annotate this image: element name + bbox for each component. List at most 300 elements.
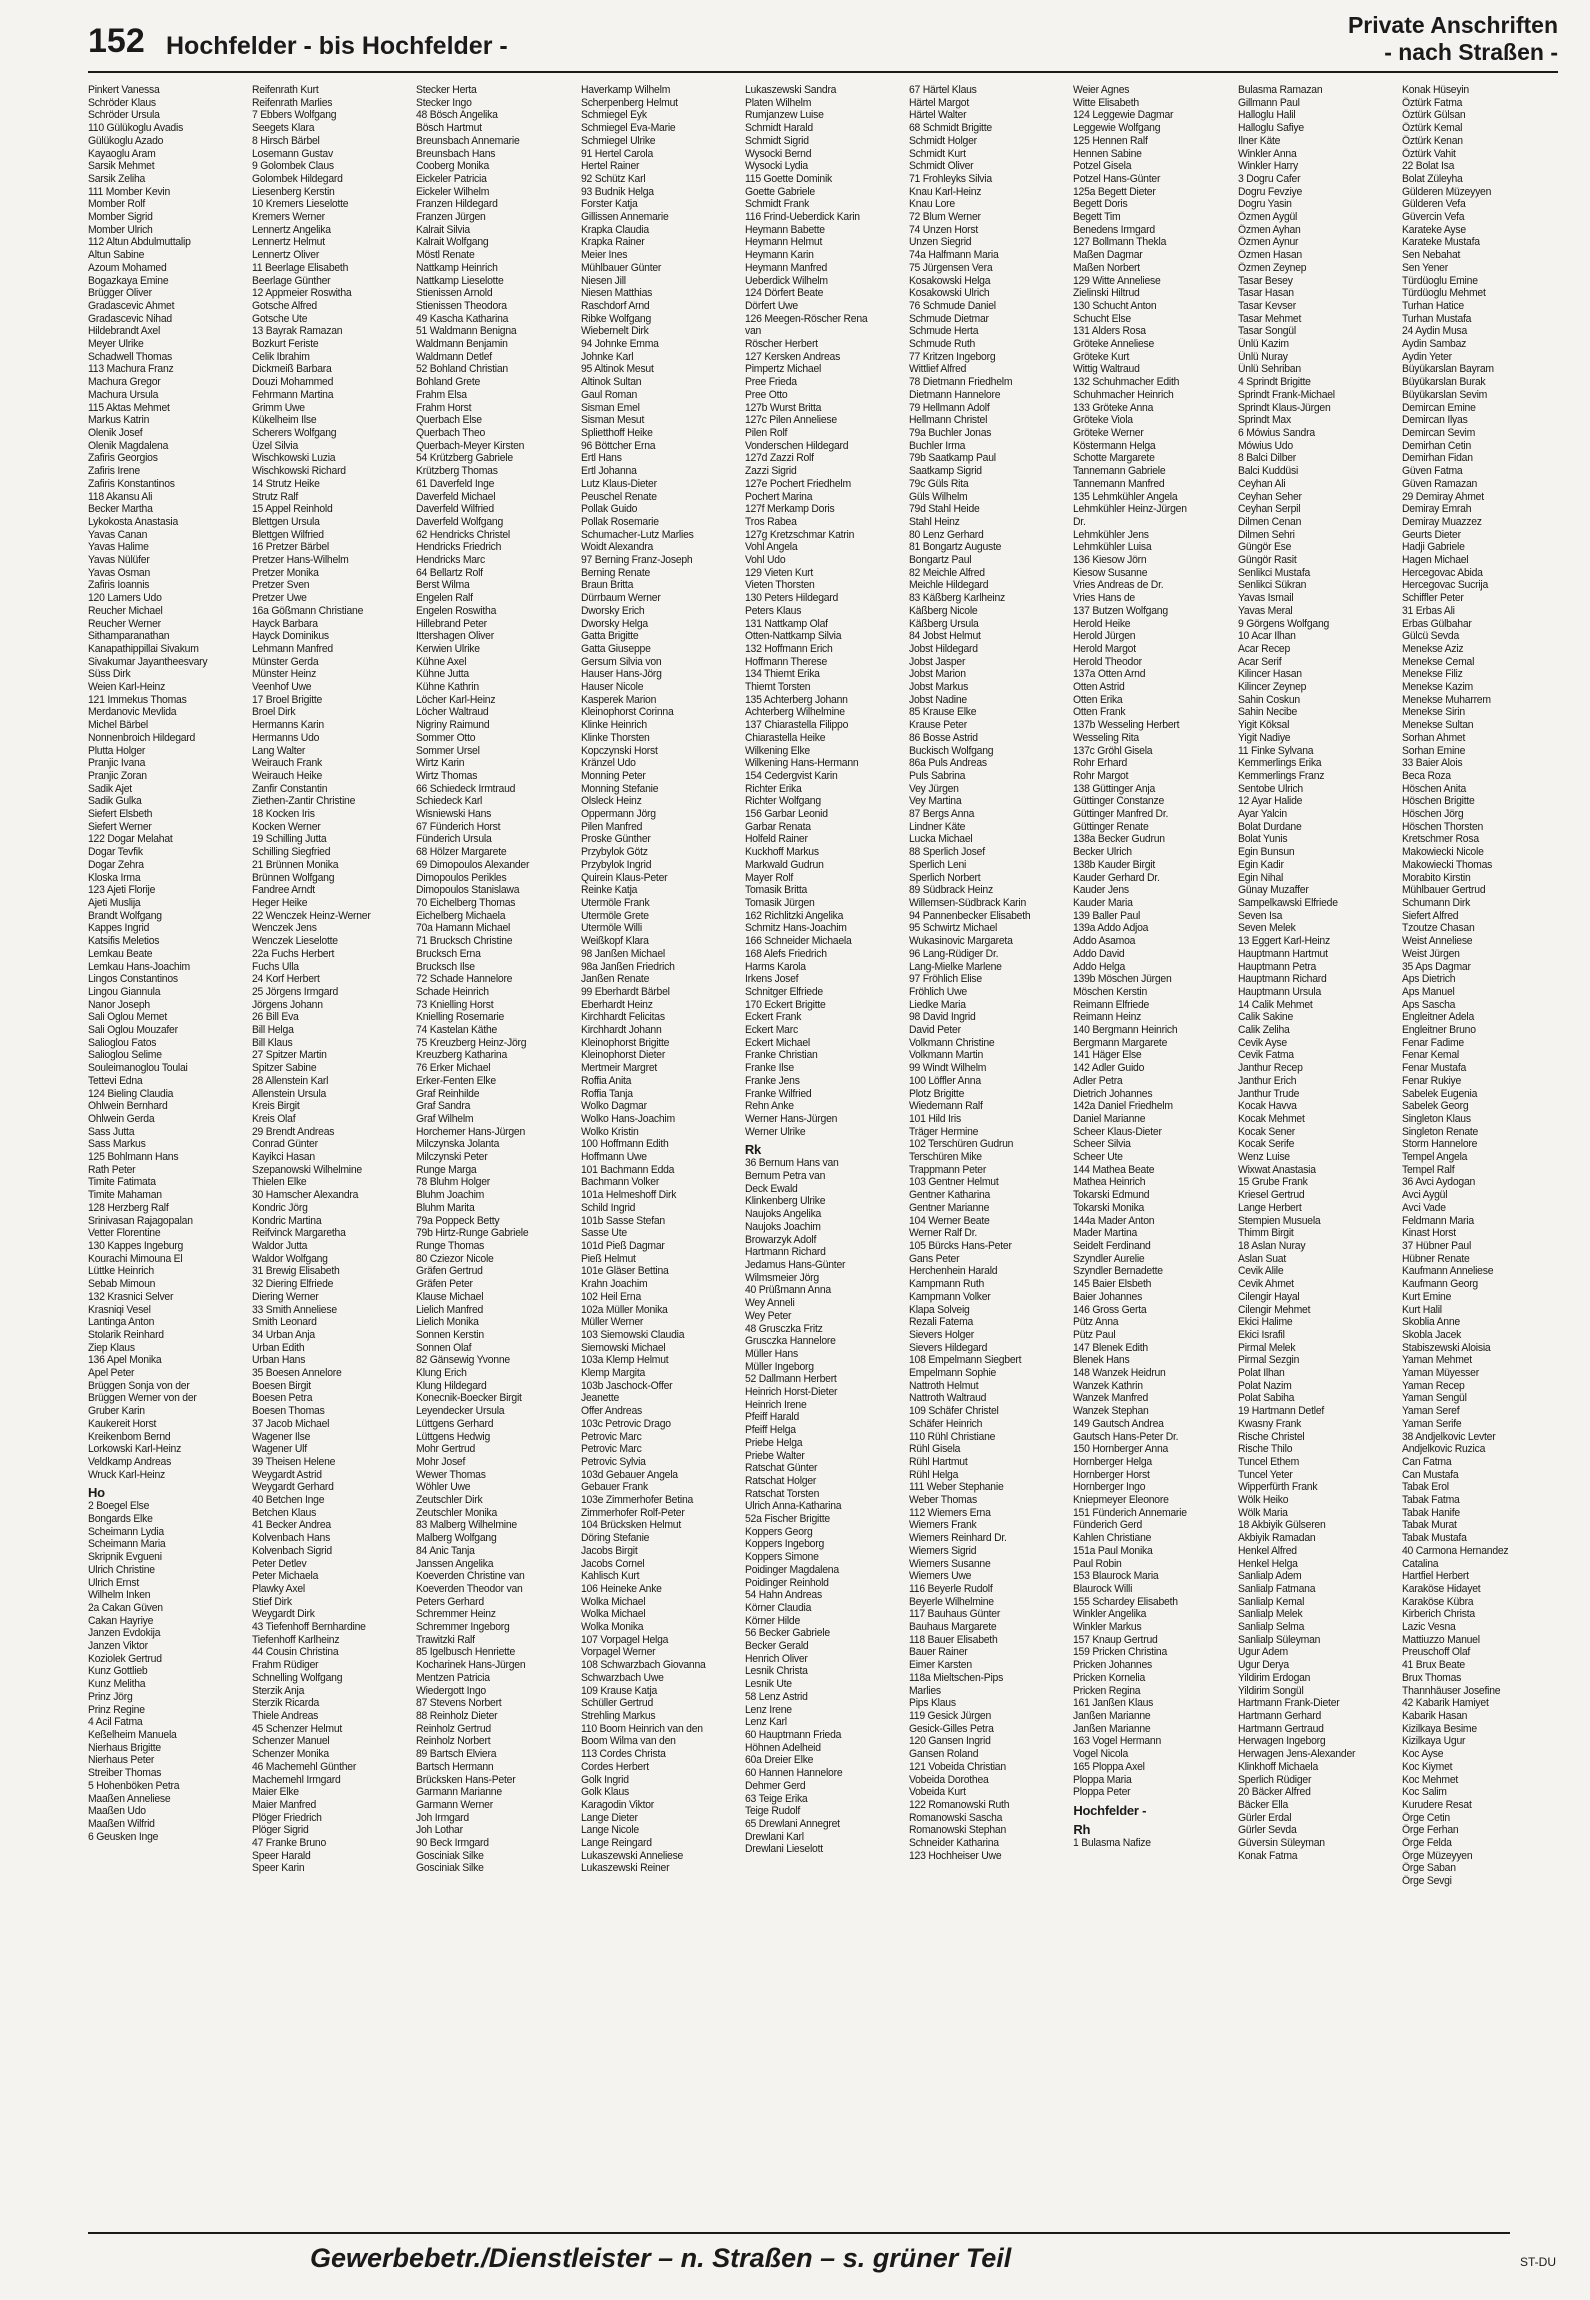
directory-entry: Wiedemann Ralf [909,1100,983,1113]
directory-entry: Skripnik Evgueni [88,1551,162,1564]
directory-entry: Apel Peter [88,1367,135,1380]
directory-entry: Jobst Marion [909,668,966,681]
directory-entry: 132 Krasnici Selver [88,1290,174,1303]
directory-entry: Janssen Angelika [416,1557,494,1570]
directory-entry: 67 Fünderich Horst [416,820,501,833]
directory-entry: Milczynski Peter [416,1151,488,1164]
directory-entry: 12 Ayar Halide [1237,795,1302,808]
directory-entry: 159 Pricken Christina [1073,1646,1168,1659]
directory-entry: Gröteke Werner [1073,426,1144,439]
directory-entry: Bill Klaus [252,1036,293,1049]
directory-entry: 15 Grube Frank [1237,1176,1308,1189]
directory-entry: Kreis Birgit [252,1100,300,1113]
directory-entry: 110 Boom Heinrich van den [580,1722,703,1735]
directory-entry: 136 Apel Monika [88,1354,162,1367]
directory-entry: Strutz Ralf [252,490,299,503]
directory-entry: Eickeler Wilhelm [416,185,490,198]
directory-entry: Jörgens Johann [252,998,324,1011]
directory-entry: Krause Peter [909,719,968,732]
directory-entry: 126 Meegen-Röscher Rena [744,312,868,325]
region-code: ST-DU [1520,2255,1556,2269]
directory-entry: Kretschmer Rosa [1401,833,1479,846]
directory-entry: Kilincer Zeynep [1237,681,1306,694]
directory-entry: Willemsen-Südbrack Karin [909,897,1027,909]
directory-entry: 109 Krause Katja [580,1684,657,1697]
directory-entry: Wagener Ilse [252,1430,311,1443]
directory-entry: 154 Cedergvist Karin [744,769,838,782]
directory-entry: Nattkamp Heinrich [416,261,499,274]
directory-entry: Sebab Mimoun [88,1278,156,1291]
directory-entry: Salioglou Selime [88,1049,162,1062]
directory-entry: 138 Güttinger Anja [1073,782,1156,795]
directory-entry: Schmiegel Ulrike [580,134,655,147]
directory-entry: Malberg Wolfgang [416,1532,497,1545]
directory-entry: Spitzer Sabine [252,1062,317,1075]
directory-entry: Dimopoulos Perikles [416,871,507,884]
directory-entry: Drewlani Lieselott [744,1843,823,1856]
directory-entry: Klinkenberg Ulrike [744,1195,826,1208]
directory-entry: Kleinophorst Corinna [580,706,674,719]
directory-entry: Poidinger Magdalena [744,1563,839,1576]
directory-entry: 131 Alders Rosa [1073,325,1147,338]
directory-entry: Skoblia Anne [1401,1316,1460,1329]
directory-entry: Joh Lothar [416,1824,464,1837]
directory-entry: Tabak Mustafa [1401,1532,1467,1545]
directory-entry: Janthur Recep [1237,1062,1303,1075]
directory-entry: Kurt Halil [1401,1303,1442,1316]
directory-entry: Kahlisch Kurt [580,1570,639,1583]
directory-entry: Sabelek Eugenia [1401,1087,1477,1100]
directory-entry: 138b Kauder Birgit [1073,858,1156,871]
directory-column [416,84,572,2224]
directory-entry: Achterberg Wilhelmine [744,706,845,719]
directory-entry: Stolarik Reinhard [88,1328,164,1341]
directory-entry: Polat Sabiha [1237,1392,1294,1405]
directory-entry: Öztürk Gülsan [1401,109,1466,122]
directory-entry: Wolko Dagmar [580,1100,647,1113]
directory-entry: Menekse Filiz [1401,668,1463,681]
directory-entry: Sanlialp Selma [1237,1621,1304,1634]
directory-entry: Naujoks Joachim [744,1220,821,1233]
directory-entry: 125 Bohlmann Hans [88,1151,179,1164]
directory-entry: Herold Margot [1073,642,1137,655]
directory-entry: Rühl Hartmut [909,1455,968,1468]
directory-entry: Pips Klaus [909,1697,956,1710]
directory-entry: Urban Hans [252,1354,306,1367]
directory-entry: Winkler Markus [1073,1621,1142,1634]
directory-entry: Karaköse Hidayet [1401,1582,1481,1595]
directory-entry: Wöhler Uwe [416,1481,471,1494]
directory-entry: Timite Mahaman [88,1189,162,1202]
directory-entry: Sperlich Norbert [909,871,981,884]
directory-entry: Döring Stefanie [580,1532,649,1545]
directory-entry: Joh Irmgard [416,1811,470,1824]
directory-entry: Müller Ingeborg [744,1360,814,1373]
directory-entry: Jobst Hildegard [909,642,978,655]
directory-entry: Bluhm Joachim [416,1189,485,1202]
directory-entry: Romanowski Stephan [909,1824,1007,1837]
directory-entry: Rische Christel [1237,1430,1305,1443]
directory-entry: Türdüoglu Emine [1401,274,1478,287]
directory-entry: 101d Pieß Dagmar [580,1239,665,1252]
directory-entry: 75 Kreuzberg Heinz-Jörg [416,1036,527,1049]
directory-entry: Mohr Gertrud [416,1443,476,1456]
directory-entry: Vohl Udo [744,554,786,567]
directory-entry: Yavas Canan [88,528,148,541]
directory-entry: Gebauer Frank [580,1481,648,1494]
directory-entry: Kinast Horst [1401,1227,1456,1240]
directory-entry: Benedens Irmgard [1073,223,1156,236]
directory-entry: 48 Grusczka Fritz [744,1322,823,1335]
directory-entry: Yaman Sengül [1401,1392,1467,1405]
directory-entry: Klemp Margita [580,1367,645,1380]
directory-entry: Aps Sascha [1401,998,1455,1011]
directory-entry: Kaukereit Horst [88,1417,157,1430]
directory-entry: 74 Unzen Horst [909,223,979,236]
directory-entry: Yaman Seref [1401,1405,1460,1418]
directory-entry: Lang-Mielke Marlene [909,960,1002,973]
directory-entry: Kocak Serife [1237,1138,1294,1151]
directory-entry: Wilhelm Inken [88,1589,151,1602]
directory-entry: Dimopoulos Stanislawa [416,884,520,897]
directory-entry: Heger Heike [252,897,308,909]
directory-entry: Golk Klaus [580,1786,629,1799]
directory-entry: Stienissen Theodora [416,299,508,312]
directory-entry: Brücksken Hans-Peter [416,1773,516,1786]
directory-entry: Gans Peter [909,1252,960,1265]
directory-entry: Mühlbauer Gertrud [1401,884,1486,897]
directory-entry: Gülcü Sevda [1401,630,1459,643]
directory-entry: Schnelling Wolfgang [252,1671,343,1684]
directory-entry: Türdüoglu Mehmet [1401,287,1486,300]
directory-entry: Maaßen Wilfrid [88,1817,155,1830]
directory-entry: Sass Jutta [88,1125,135,1138]
directory-entry: Lehmkühler Heinz-Jürgen [1073,503,1188,516]
directory-entry: Woidt Alexandra [580,541,653,554]
directory-entry: Sithamparanathan [88,630,170,643]
directory-entry: Srinivasan Rajagopalan [88,1214,193,1227]
directory-entry: Runge Marga [416,1163,477,1176]
directory-entry: 27 Spitzer Martin [252,1049,327,1062]
directory-entry: Fröhlich Uwe [909,985,968,998]
directory-entry: Kiesow Susanne [1073,566,1148,579]
directory-entry: Timite Fatimata [88,1176,156,1189]
directory-entry: Akbiyik Ramadan [1237,1532,1316,1545]
directory-entry: Pfeiff Helga [744,1424,796,1437]
directory-entry: Olenik Magdalena [88,439,169,452]
directory-entry: Eckert Frank [744,1011,802,1024]
directory-entry: Lingos Constantinos [88,973,178,986]
directory-entry: Menekse Muharrem [1401,693,1491,706]
directory-entry: Kahlen Christiane [1073,1532,1152,1545]
directory-entry: Jacobs Cornel [580,1557,645,1570]
directory-entry: Sanlialp Kemal [1237,1595,1304,1608]
directory-entry: 52 Dallmann Herbert [744,1373,837,1386]
directory-entry: Büyükarslan Bayram [1401,363,1494,376]
directory-entry: Beca Roza [1401,769,1451,782]
directory-entry: Träger Hermine [909,1125,979,1138]
directory-entry: Yavas Halime [88,541,149,554]
directory-entry: Franzen Hildegard [416,198,499,211]
directory-entry: 118a Mieltschen-Pips [909,1671,1004,1684]
directory-entry: Schucht Else [1073,312,1132,325]
directory-entry: Gosciniak Silke [416,1862,485,1875]
directory-entry: Özmen Ayhan [1237,223,1301,236]
directory-entry: Rohr Erhard [1073,757,1128,770]
directory-entry: Wruck Karl-Heinz [88,1468,166,1481]
directory-entry: Waldor Jutta [252,1239,308,1252]
directory-entry: Dietmann Hannelore [909,388,1001,401]
directory-entry: Tasar Hasan [1237,287,1294,300]
directory-entry: Örge Müzeyyen [1401,1849,1473,1862]
directory-entry: Kleinophorst Dieter [580,1049,665,1062]
directory-entry: Wittig Waltraud [1073,363,1140,376]
directory-entry: 168 Alefs Friedrich [744,947,827,960]
directory-entry: 101 Bachmann Edda [580,1163,674,1176]
directory-entry: Yavas Nülüfer [88,554,150,567]
directory-entry: Lennertz Oliver [252,249,320,262]
directory-entry: Krahn Joachim [580,1278,648,1291]
directory-entry: Käßberg Ursula [909,617,979,630]
directory-entry: Raschdorf Arnd [580,299,650,312]
directory-entry: Käßberg Nicole [909,604,978,617]
directory-entry: Demircan Sevim [1401,426,1475,439]
directory-entry: Gülükoglu Azado [88,134,164,147]
directory-entry: Kalrait Wolfgang [416,236,489,249]
directory-entry: Lykokosta Anastasia [88,515,179,528]
directory-entry: Ohlwein Bernhard [88,1100,168,1113]
directory-entry: Jobst Nadine [909,693,968,706]
directory-entry: Plöger Sigrid [252,1824,309,1837]
directory-entry: Sen Yener [1401,261,1448,274]
directory-entry: Ilner Käte [1237,134,1280,147]
directory-entry: Gräfen Gertrud [416,1265,484,1278]
directory-entry: Hauptmann Hartmut [1237,947,1328,960]
directory-entry: Rühl Helga [909,1468,959,1481]
directory-entry: Wiemers Susanne [909,1557,991,1570]
directory-entry: David Peter [909,1024,961,1037]
directory-entry: 80 Lenz Gerhard [909,528,984,541]
directory-entry: Mertmeir Margret [580,1062,657,1075]
directory-entry: Querbach Theo [416,426,486,439]
directory-entry: Dilmen Cenan [1237,515,1301,528]
directory-entry: 32 Diering Elfriede [252,1278,334,1291]
directory-entry: Wenczek Jens [252,922,317,935]
directory-entry: Krasniqi Vesel [88,1303,151,1316]
directory-entry: Yildirim Erdogan [1237,1671,1310,1684]
directory-entry: 89 Bartsch Elviera [416,1748,497,1761]
directory-entry: Lange Dieter [580,1811,638,1824]
directory-entry: Frahm Horst [416,401,472,414]
directory-entry: Hermanns Udo [252,731,320,744]
directory-entry: Löcher Waltraud [416,706,489,719]
directory-entry: 22a Fuchs Herbert [252,947,335,960]
directory-entry: Weißkopf Klara [580,935,649,948]
directory-entry: Schumann Dirk [1401,897,1470,909]
directory-entry: 79a Poppeck Betty [416,1214,500,1227]
directory-entry: Yavas Osman [88,566,151,579]
directory-entry: Volkmann Martin [909,1049,984,1062]
directory-entry: 134 Thiemt Erika [744,668,820,681]
directory-entry: 74 Kastelan Käthe [416,1024,498,1037]
directory-entry: Frahm Elsa [416,388,468,401]
directory-entry: Wey Anneli [744,1297,795,1310]
directory-entry: Weist Anneliese [1401,935,1473,948]
directory-entry: Pretzer Sven [252,579,310,592]
directory-entry: Bulasma Ramazan [1237,84,1322,96]
directory-entry: Tomasik Jürgen [744,897,815,909]
directory-entry: Leyendecker Ursula [416,1405,505,1418]
directory-column [88,84,244,2224]
directory-entry: Souleimanoglou Toulai [88,1062,188,1075]
directory-entry: Breunsbach Hans [416,147,496,160]
directory-entry: Janßen Marianne [1073,1710,1151,1722]
directory-entry: 122 Dogar Melahat [88,833,173,846]
directory-entry: Hayck Barbara [252,617,319,630]
directory-entry: Lukaszewski Anneliese [580,1849,683,1862]
directory-entry: 157 Knaup Gertrud [1073,1633,1158,1646]
directory-entry: 37 Hübner Paul [1401,1239,1471,1252]
directory-entry: Kampmann Ruth [909,1278,985,1291]
directory-entry: 22 Wenczek Heinz-Werner [252,909,371,922]
directory-entry: Hercegovac Abida [1401,566,1483,579]
directory-entry: 20 Bäcker Alfred [1237,1786,1311,1799]
directory-entry: Hellmann Christel [909,414,988,427]
directory-entry: Koppers Simone [744,1551,819,1564]
directory-entry: 60a Dreier Elke [744,1754,814,1767]
directory-entry: Sievers Hildegard [909,1341,988,1354]
directory-entry: Reifenrath Kurt [252,84,319,96]
directory-entry: Seven Melek [1237,922,1296,935]
directory-entry: Pimpertz Michael [744,363,821,376]
directory-entry: 71 Frohleyks Silvia [909,172,992,185]
directory-entry: 1 Bulasma Nafize [1073,1836,1152,1849]
directory-entry: Kondric Jörg [252,1201,308,1214]
directory-entry: Lukaszewski Sandra [744,84,837,96]
directory-entry: Pricken Kornelia [1073,1671,1146,1684]
directory-entry: Allenstein Ursula [252,1087,327,1100]
directory-entry: Kühne Kathrin [416,681,480,694]
directory-entry: Lenz Karl [744,1716,787,1729]
directory-entry: Münster Heinz [252,668,317,681]
directory-entry: Reimann Elfriede [1073,998,1150,1011]
directory-entry: Ratschat Holger [744,1474,816,1487]
directory-entry: Janthur Trude [1237,1087,1299,1100]
directory-entry: Kocak Mehmet [1237,1112,1305,1125]
directory-entry: Ugur Adem [1237,1646,1288,1659]
directory-entry: Lehmkühler Luisa [1073,541,1152,554]
directory-column [1073,84,1229,2224]
directory-entry: 39 Theisen Helene [252,1455,336,1468]
directory-entry: Yavas Meral [1237,604,1293,617]
directory-entry: Maier Manfred [252,1798,317,1811]
directory-entry: Waldmann Detlef [416,350,493,363]
directory-entry: Kleinophorst Brigitte [580,1036,669,1049]
directory-entry: 68 Hölzer Margarete [416,846,507,859]
directory-entry: Bongards Elke [88,1513,153,1526]
directory-entry: Maier Elke [252,1786,300,1799]
directory-entry: Mentzen Patricia [416,1671,491,1684]
directory-entry: Utermöle Frank [580,897,650,909]
directory-entry: Jeanette [580,1392,619,1405]
directory-entry: Wipperfürth Frank [1237,1481,1317,1494]
directory-entry: Deck Ewald [744,1182,798,1195]
directory-entry: Seegets Klara [252,122,315,135]
directory-entry: 10 Acar Ilhan [1237,630,1296,643]
directory-entry: Hauptmann Petra [1237,960,1316,973]
directory-entry: Schuhmacher Heinrich [1073,388,1174,401]
directory-entry: Rühl Gisela [909,1443,961,1456]
directory-entry: Özmen Aynur [1237,236,1298,249]
directory-entry: Heymann Karin [744,249,814,262]
directory-entry: Mathea Heinrich [1073,1176,1146,1189]
directory-entry: Vobeida Kurt [909,1786,966,1799]
directory-entry: Fuchs Ulla [252,960,300,973]
directory-entry: Sanlialp Adem [1237,1570,1302,1583]
directory-entry: 16a Gößmann Christiane [252,604,364,617]
directory-entry: 26 Bill Eva [252,1011,299,1024]
directory-entry: Schiffler Peter [1401,592,1464,605]
directory-entry: Güvercin Vefa [1401,211,1465,224]
directory-entry: Sperlich Leni [909,858,967,871]
directory-entry: Zafiris Georgios [88,452,158,465]
directory-entry: Garmann Werner [416,1798,494,1811]
directory-entry: Härtel Walter [909,109,967,122]
directory-entry: Morabito Kirstin [1401,871,1471,884]
directory-entry: Sahin Necibe [1237,706,1297,719]
directory-entry: Reinke Katja [580,884,637,897]
directory-entry: 125a Begett Dieter [1073,185,1156,198]
directory-entry: Browarzyk Adolf [744,1233,816,1246]
directory-entry: 4 Sprindt Brigitte [1237,376,1311,389]
directory-entry: Güls Wilhelm [909,490,968,503]
directory-entry: 83 Käßberg Karlheinz [909,592,1006,605]
directory-entry: Yigit Nadiye [1237,731,1290,744]
directory-entry: Koc Ayse [1401,1748,1444,1761]
directory-entry: Wolka Monika [580,1621,644,1634]
directory-entry: Reimann Heinz [1073,1011,1142,1024]
directory-entry: Schadwell Thomas [88,350,172,363]
directory-entry: 88 Sperlich Josef [909,846,985,859]
directory-entry: 31 Brewig Elisabeth [252,1265,340,1278]
directory-entry: Betchen Klaus [252,1506,317,1519]
directory-entry: Kurudere Resat [1401,1798,1472,1811]
directory-entry: Reucher Werner [88,617,161,630]
directory-entry: 130 Peters Hildegard [744,592,838,605]
directory-entry: Sarsik Zeliha [88,172,146,185]
directory-entry: Menekse Sirin [1401,706,1465,719]
directory-entry: Tabak Hanife [1401,1506,1460,1519]
directory-entry: Beyerle Wilhelmine [909,1595,994,1608]
directory-entry: Golk Ingrid [580,1773,629,1786]
directory-entry: Cooberg Monika [416,160,490,173]
directory-entry: Seidelt Ferdinand [1073,1239,1151,1252]
directory-entry: Plutta Holger [88,744,146,757]
directory-entry: Katsifis Meletios [88,935,160,948]
directory-entry: 129 Vieten Kurt [744,566,813,579]
directory-entry: Dickmeiß Barbara [252,363,332,376]
directory-entry: Singleton Renate [1401,1125,1478,1138]
directory-entry: Schmitz Hans-Joachim [744,922,847,935]
directory-entry: Schmidt Oliver [909,160,974,173]
directory-entry: 108 Empelmann Siegbert [909,1354,1022,1367]
directory-entry: 96 Lang-Rüdiger Dr. [909,947,999,960]
directory-entry: Mühlbauer Günter [580,261,661,274]
directory-entry: Meier Ines [580,249,627,262]
directory-entry: 36 Avci Aydogan [1401,1176,1475,1189]
directory-entry: 33 Smith Anneliese [252,1303,338,1316]
directory-entry: Merdanovic Mevlida [88,706,177,719]
